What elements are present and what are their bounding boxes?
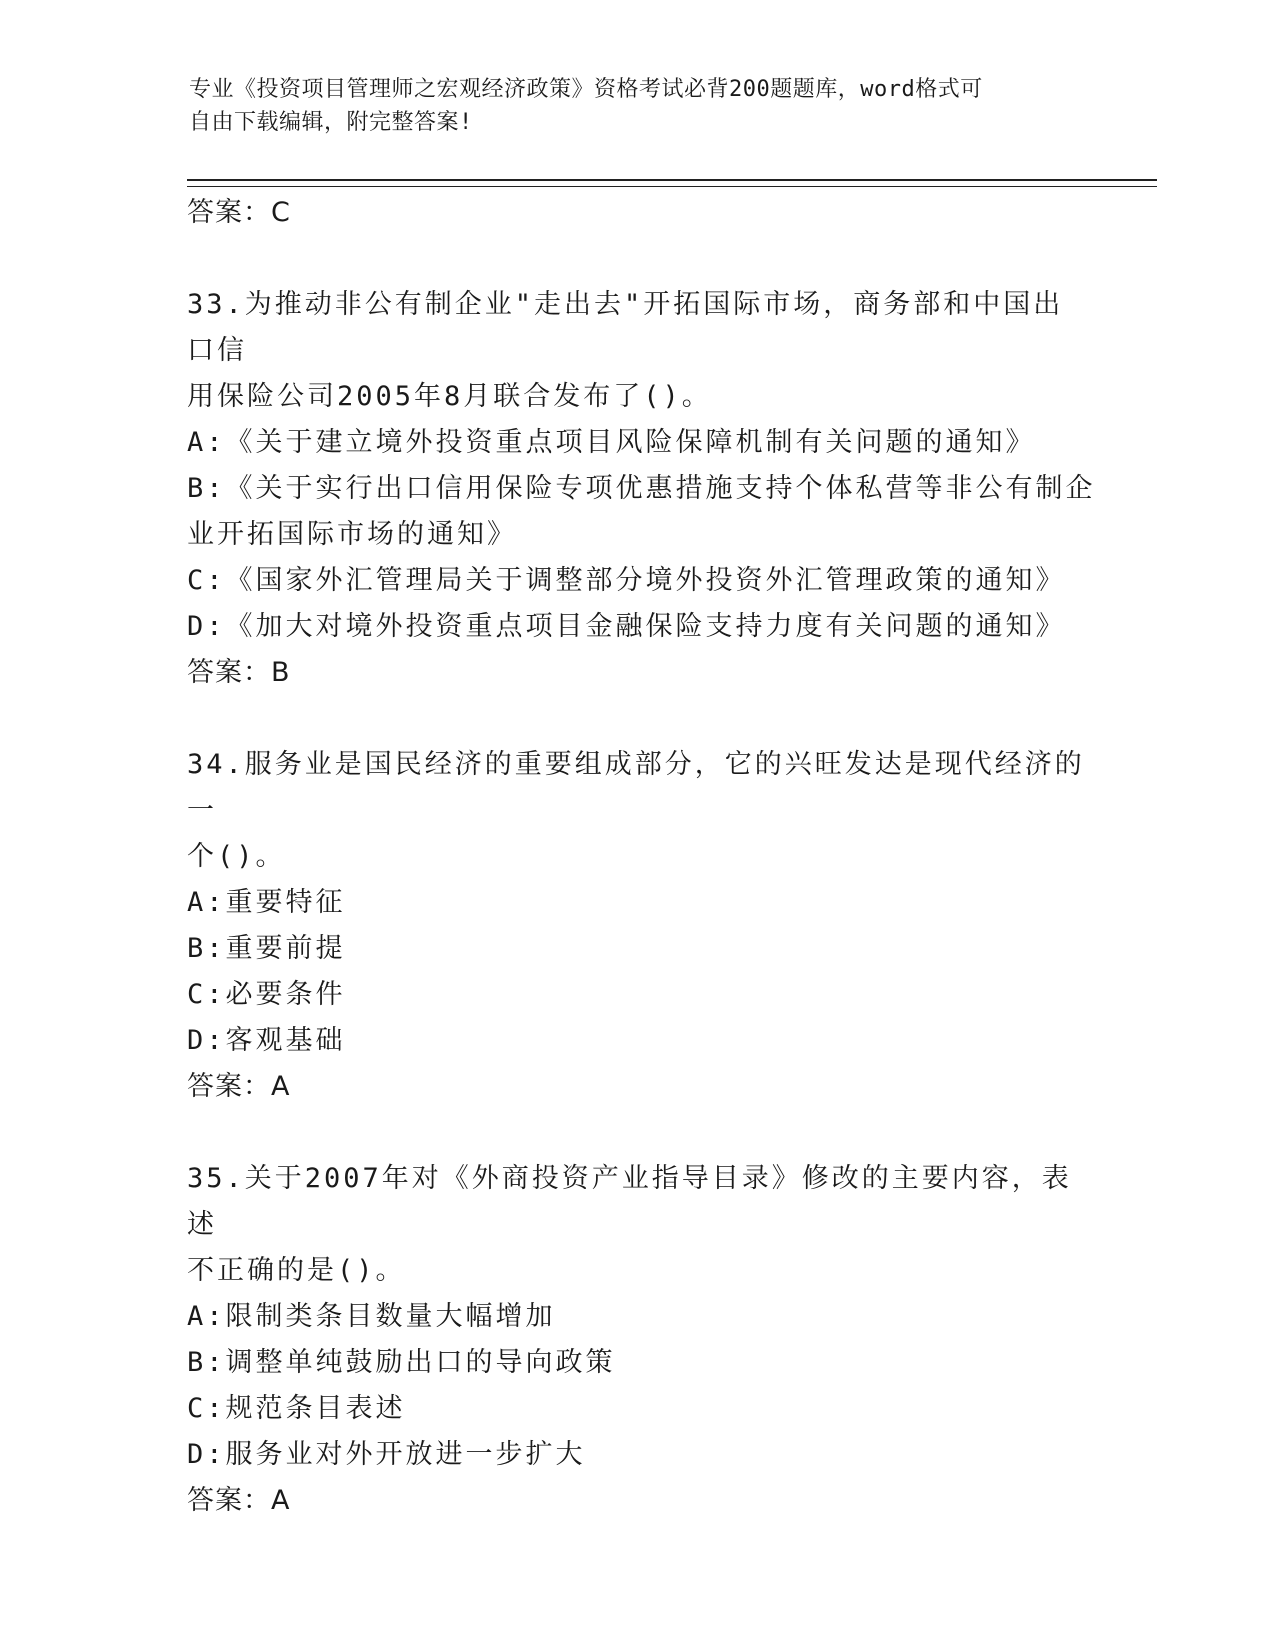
question-33	[187, 282, 1096, 696]
answer: 答案：B	[187, 657, 291, 688]
header-divider	[187, 179, 1157, 187]
question-list	[187, 190, 1096, 1524]
answer: 答案：A	[187, 1071, 291, 1102]
option-d: D:客观基础	[187, 1025, 346, 1056]
option-d: D:《加大对境外投资重点项目金融保险支持力度有关问题的通知》	[187, 611, 1066, 642]
question-text-line: 不正确的是()。	[187, 1255, 406, 1286]
question-35	[187, 1156, 1087, 1524]
question-text-line: 个()。	[187, 841, 286, 872]
header-line-1: 专业《投资项目管理师之宏观经济政策》资格考试必背200题题库，word格式可	[189, 77, 983, 102]
header-line-2: 自由下载编辑，附完整答案!	[189, 110, 473, 135]
option-a: A:限制类条目数量大幅增加	[187, 1301, 556, 1332]
option-b-line-2: 业开拓国际市场的通知》	[187, 519, 517, 550]
question-text-line: 33.为推动非公有制企业"走出去"开拓国际市场，商务部和中国出口信	[187, 289, 1064, 366]
previous-answer: 答案：C	[187, 197, 291, 228]
question-text-line: 用保险公司2005年8月联合发布了()。	[187, 381, 712, 412]
option-a: A:重要特征	[187, 887, 346, 918]
option-c: C:必要条件	[187, 979, 346, 1010]
option-b: B:重要前提	[187, 933, 346, 964]
option-c: C:《国家外汇管理局关于调整部分境外投资外汇管理政策的通知》	[187, 565, 1066, 596]
spacer	[187, 696, 1087, 742]
option-c: C:规范条目表述	[187, 1393, 406, 1424]
question-34	[187, 742, 1087, 1110]
option-b-line-1: B:《关于实行出口信用保险专项优惠措施支持个体私营等非公有制企	[187, 473, 1096, 504]
document-header	[189, 73, 1069, 139]
question-text-line: 35.关于2007年对《外商投资产业指导目录》修改的主要内容，表述	[187, 1163, 1072, 1240]
option-b: B:调整单纯鼓励出口的导向政策	[187, 1347, 616, 1378]
option-d: D:服务业对外开放进一步扩大	[187, 1439, 586, 1470]
answer: 答案：A	[187, 1485, 291, 1516]
option-a: A:《关于建立境外投资重点项目风险保障机制有关问题的通知》	[187, 427, 1036, 458]
spacer	[187, 236, 1087, 282]
question-text-line: 34.服务业是国民经济的重要组成部分，它的兴旺发达是现代经济的一	[187, 749, 1085, 826]
spacer	[187, 1110, 1087, 1156]
